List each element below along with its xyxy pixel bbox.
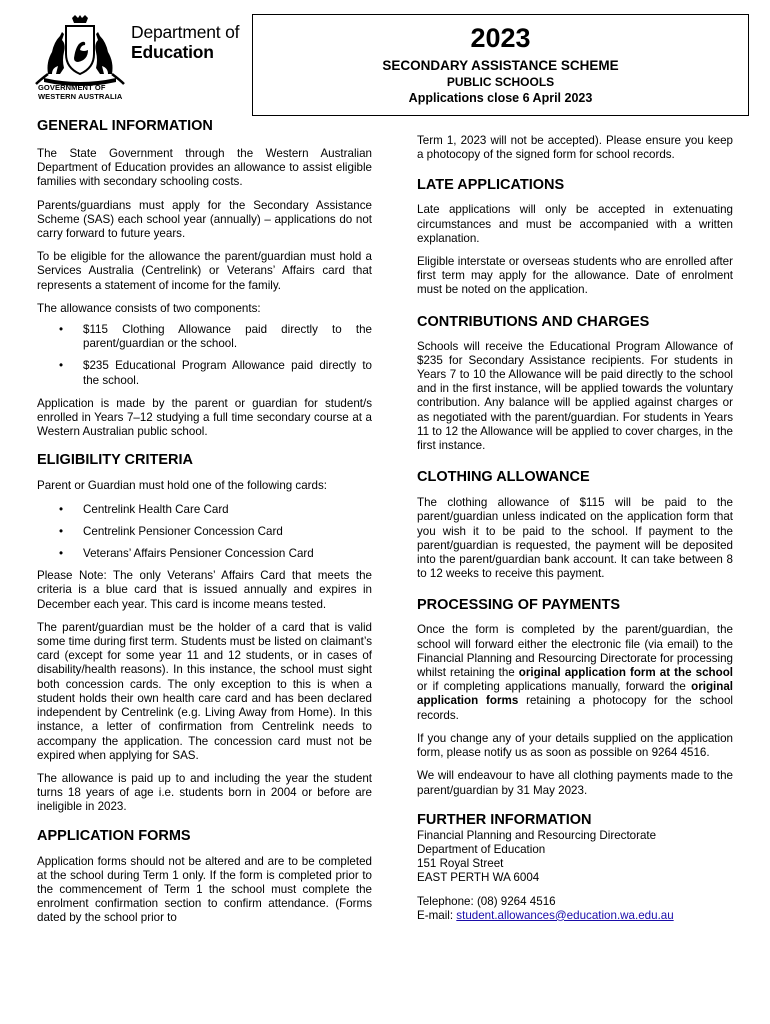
title-year: 2023 [470,23,531,53]
title-box [252,14,749,116]
general-paragraph: The allowance consists of two components: [37,301,261,315]
eligibility-paragraph: The allowance is paid up to and including the year the student turns 18 years of age i.e. students born in 2004 or before are ineligible in 2023. [37,771,372,814]
processing-paragraph: We will endeavour to have all clothing payments made to the parent/guardian by 31 May 2023. [417,769,733,797]
late-paragraph: Late applications will only be accepted in extenuating circumstances and must be accompanied with a written explanation. [417,203,733,245]
bullet-icon: • [59,323,64,337]
forms-heading: APPLICATION FORMS [37,827,191,844]
processing-heading: PROCESSING OF PAYMENTS [417,597,621,614]
processing-paragraph: Once the form is completed by the parent/guardian, the school will forward either the electronic file (via email) to the Financial Planning and Resourcing Directorate for processing whilst retaining the original application form at the school or if completing applications manually, forward the original application forms retaining a photocopy for the school records. [417,623,733,722]
address-line: Financial Planning and Resourcing Directorate [417,828,657,842]
list-item: • Centrelink Pensioner Concession Card [59,524,283,538]
wa-crest-icon [34,14,126,92]
address-line: Department of Education [417,842,546,856]
eligibility-paragraph: The parent/guardian must be the holder of a card that is valid some time during first term. Students must be listed on claimant’s card (except for some year 11 and 12 students, or in cases of disability/health reasons). In this instance, the school must sight both concession cards. The only exception to this is when a student holds their own health care card and has been declared independent by Centrelink (e.g. Living Away from Home). In this instance, a letter of confirmation from Centrelink needs to accompany the application. The concession card must not be expired when applying for SAS. [37,620,372,762]
email-link[interactable]: student.allowances@education.wa.edu.au [456,908,674,922]
further-heading: FURTHER INFORMATION [417,811,592,828]
title-schools: PUBLIC SCHOOLS [446,75,555,89]
contributions-heading: CONTRIBUTIONS AND CHARGES [417,313,650,330]
bullet-icon: • [59,547,64,561]
department-name [131,22,239,62]
title-close-date: Applications close 6 April 2023 [408,91,593,105]
late-paragraph: Eligible interstate or overseas students who are enrolled after first term may apply for the allowance. Date of enrolment must be noted on the application. [417,255,733,297]
bullet-icon: • [59,524,64,538]
clothing-paragraph: The clothing allowance of $115 will be paid to the parent/guardian unless indicated on the application form that you wish it to be paid to the school. If payment to the parent/guardian is requested, the payment will be deposited into the parent/guardian bank account. It can take between 8 to 12 weeks to receive this payment. [417,496,733,581]
contact-address [417,829,733,923]
address-line: 151 Royal Street [417,857,504,871]
general-paragraph: Application is made by the parent or guardian for student/s enrolled in Years 7–12 studying a full time secondary course at a Western Australian public school. [37,396,372,439]
allowance-list [37,323,372,388]
government-label [38,84,122,101]
title-scheme: SECONDARY ASSISTANCE SCHEME [382,58,619,73]
eligibility-paragraph: Please Note: The only Veterans’ Affairs Card that meets the criteria is a blue card that is issued annually and expires in December each year. This card is income means tested. [37,569,372,611]
list-item: • $115 Clothing Allowance paid directly to the parent/guardian or the school. [59,323,372,351]
dept-line-2: Education [131,42,214,62]
right-column [417,134,733,923]
cards-list [37,503,372,562]
list-item: • Centrelink Health Care Card [59,502,229,516]
processing-paragraph: If you change any of your details supplied on the application form, please notify us as soon as possible on 9264 4516. [417,731,733,760]
list-item: • $235 Educational Program Allowance paid directly to the school. [59,359,372,387]
list-item: • Veterans’ Affairs Pensioner Concession Card [59,547,314,561]
forms-paragraph-continued: Term 1, 2023 will not be accepted). Please ensure you keep a photocopy of the signed form for school records. [417,134,733,162]
department-logo [34,14,244,106]
general-heading: GENERAL INFORMATION [37,118,213,134]
clothing-heading: CLOTHING ALLOWANCE [417,469,590,486]
eligibility-paragraph: Parent or Guardian must hold one of the following cards: [37,479,328,493]
contributions-paragraph: Schools will receive the Educational Program Allowance of $235 for Secondary Assistance recipients. For students in Years 7 to 10 the Allowance will be paid directly to the school and in the first instance, will be applied towards the voluntary contribution. Any balance will be applied against charges or as negotiated with the parent/guardian. For students in Years 11 to 12 the Allowance will be applied to cover charges, in the first instance. [417,339,733,453]
bullet-icon: • [59,502,64,516]
general-paragraph: To be eligible for the allowance the parent/guardian must hold a Services Australia (Centrelink) or Veterans’ Affairs card that represents a statement of income for the family. [37,250,372,292]
gov-line-2: WESTERN AUSTRALIA [38,91,123,101]
general-paragraph: The State Government through the Western Australian Department of Education provides an allowance to assist eligible families with secondary schooling costs. [37,147,372,189]
left-column [37,117,372,926]
bullet-icon: • [59,359,64,373]
telephone: Telephone: (08) 9264 4516 [417,894,556,908]
email-line: E-mail: student.allowances@education.wa.edu.au [417,908,674,922]
address-line: EAST PERTH WA 6004 [417,871,540,885]
forms-paragraph: Application forms should not be altered and are to be completed at the school during Term 1 only. If the form is completed prior to the commencement of Term 1 the school must complete the enrolment confirmation section to confirm attendance. (Forms dated by the school prior to [37,854,372,925]
late-heading: LATE APPLICATIONS [417,177,565,194]
general-paragraph: Parents/guardians must apply for the Secondary Assistance Scheme (SAS) each school year (annually) – applications do not carry forward to future years. [37,198,372,241]
gov-line-1: GOVERNMENT OF [38,83,106,92]
dept-line-1: Department of [131,22,240,42]
eligibility-heading: ELIGIBILITY CRITERIA [37,452,194,469]
